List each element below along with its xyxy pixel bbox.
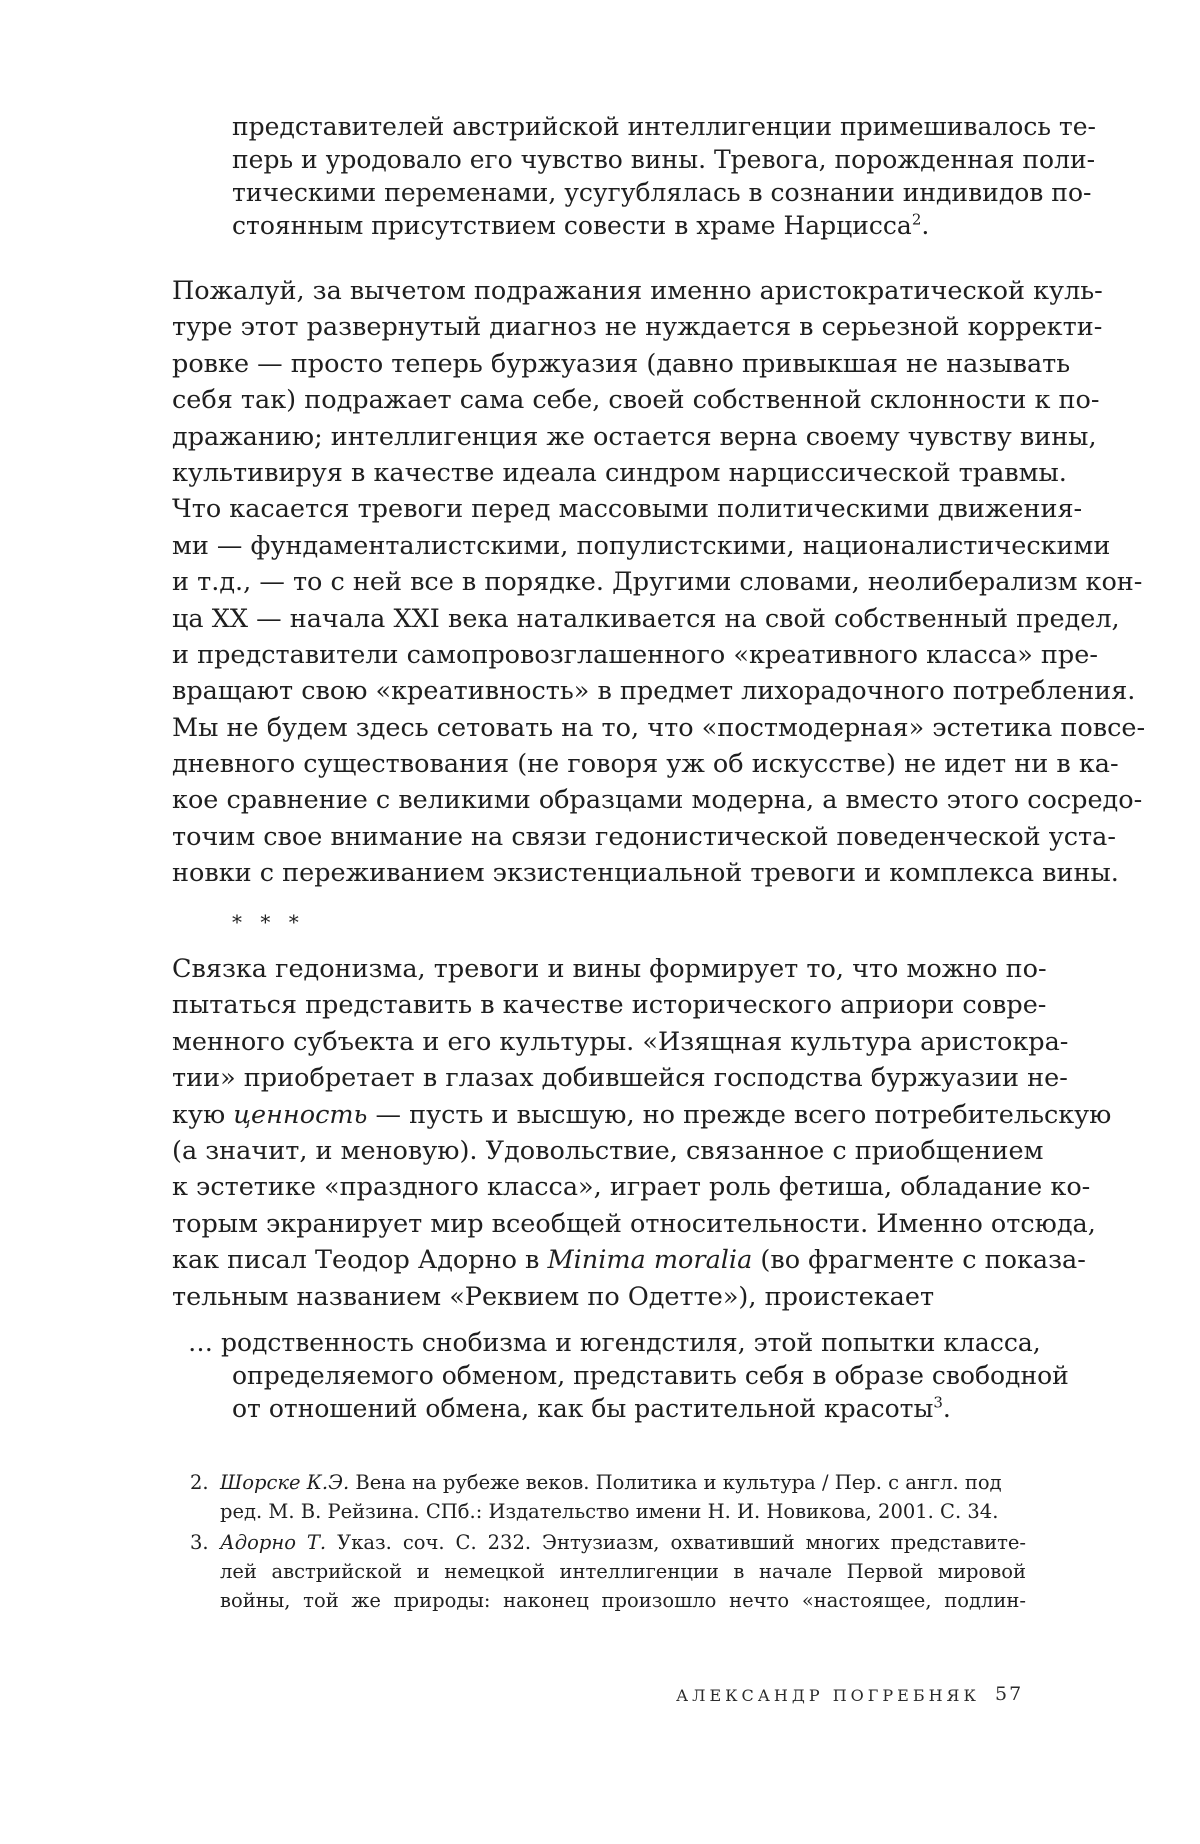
footnote-3 — [190, 1528, 1026, 1615]
quote-line: от отношений обмена, как бы растительной красоты$^3$. — [232, 1393, 951, 1423]
paragraph-line: кую ценность — пусть и высшую, но прежде всего потребительскую — [172, 1099, 1112, 1130]
footnote-line: 2. Шорске К.Э. Вена на рубеже веков. Политика и культура / Пер. с англ. под — [220, 1468, 1026, 1497]
quote-line: стоянным присутствием совести в храме Нарцисса$^2$. — [232, 210, 930, 240]
paragraph-line: к эстетике «праздного класса», играет роль фетиша, обладание ко- — [172, 1172, 1091, 1203]
paragraph-line: ца XX — начала XXI века наталкивается на свой собственный предел, — [172, 603, 1120, 634]
paragraph-line: туре этот развернутый диагноз не нуждается в серьезной корректи- — [172, 312, 1103, 343]
paragraph-line: менного субъекта и его культуры. «Изящная культура аристокра- — [172, 1026, 1069, 1057]
paragraph-line: Мы не будем здесь сетовать на то, что «постмодерная» эстетика повсе- — [172, 712, 1146, 743]
paragraph-line: дневного существования (не говоря уж об искусстве) не идет ни в ка- — [172, 749, 1119, 780]
quote-line: представителей австрийской интеллигенции примешивалось те- — [232, 112, 1096, 141]
paragraph-line: как писал Теодор Адорно в Minima moralia (во фрагменте с показа- — [172, 1245, 1086, 1276]
footnote-ref-2[interactable]: 2 — [911, 210, 922, 229]
paragraph-line: кое сравнение с великими образцами модерна, а вместо этого сосредо- — [172, 785, 1143, 816]
quote-line: определяемого обменом, представить себя в образе свободной — [232, 1361, 1069, 1390]
paragraph-line: ми — фундаменталистскими, популистскими, националистическими — [172, 530, 1111, 561]
footnote-line: лей австрийской и немецкой интеллигенции в начале Первой мировой — [220, 1560, 1026, 1583]
block-quote-top — [232, 110, 1096, 242]
paragraph-line: культивируя в качестве идеала синдром нарциссической травмы. — [172, 457, 1067, 488]
paragraph-line: Связка гедонизма, тревоги и вины формирует то, что можно по- — [172, 954, 1047, 984]
paragraph-line: пытаться представить в качестве исторического априори совре- — [172, 990, 1047, 1021]
paragraph-line: новки с переживанием экзистенциальной тревоги и комплекса вины. — [172, 858, 1119, 889]
paragraph-line: тии» приобретает в глазах добившейся господства буржуазии не- — [172, 1063, 1068, 1094]
quote-line: … родственность снобизма и югендстиля, этой попытки класса, — [188, 1328, 1041, 1357]
italic-emphasis: ценность — [233, 1099, 368, 1130]
footnote-line: войны, той же природы: наконец произошло нечто «настоящее, подлин- — [220, 1589, 1026, 1612]
paragraph-line: вращают свою «креативность» в предмет лихорадочного потребления. — [172, 676, 1136, 707]
paragraph-line: себя так) подражает сама себе, своей собственной склонности к по- — [172, 385, 1100, 416]
book-title: Minima moralia — [547, 1245, 753, 1276]
footnote-author: Шорске К.Э. — [220, 1471, 350, 1494]
section-separator: * * * — [232, 910, 305, 934]
footnote-number: 3. — [190, 1531, 209, 1554]
paragraph-line: (а значит, и меновую). Удовольствие, связанное с приобщением — [172, 1135, 1044, 1166]
paragraph-line: точим свое внимание на связи гедонистической поведенческой уста- — [172, 821, 1116, 852]
quote-line: тическими переменами, усугублялась в сознании индивидов по- — [232, 178, 1092, 207]
page-number: 57 — [995, 1683, 1024, 1705]
paragraph-line: и представители самопровозглашенного «креативного класса» пре- — [172, 639, 1098, 670]
footnote-line: ред. М. В. Рейзина. СПб.: Издательство имени Н. И. Новикова, 2001. С. 34. — [220, 1500, 999, 1523]
paragraph-line: торым экранирует мир всеобщей относительности. Именно отсюда, — [172, 1208, 1096, 1239]
running-footer-author: АЛЕКСАНДР ПОГРЕБНЯК — [676, 1686, 980, 1705]
footnote-line: 3. Адорно Т. Указ. соч. С. 232. Энтузиазм, охвативший многих представите- — [220, 1528, 1026, 1557]
paragraph-line: Что касается тревоги перед массовыми политическими движения- — [172, 494, 1083, 525]
paragraph-2 — [172, 951, 1112, 1315]
paragraph-line: и т.д., — то с ней все в порядке. Другими словами, неолиберализм кон- — [172, 567, 1143, 598]
paragraph-line: тельным названием «Реквием по Одетте»), проистекает — [172, 1281, 935, 1312]
quote-line: перь и уродовало его чувство вины. Тревога, порожденная поли- — [232, 145, 1096, 174]
footnote-ref-3[interactable]: 3 — [933, 1393, 943, 1412]
paragraph-line: Пожалуй, за вычетом подражания именно аристократической куль- — [172, 276, 1103, 306]
footnote-number: 2. — [190, 1471, 209, 1494]
paragraph-1 — [172, 273, 1146, 892]
footnote-2 — [190, 1468, 1026, 1526]
block-quote-bottom — [188, 1326, 1069, 1425]
paragraph-line: ровке — просто теперь буржуазия (давно привыкшая не называть — [172, 348, 1071, 379]
paragraph-line: дражанию; интеллигенция же остается верна своему чувству вины, — [172, 421, 1097, 452]
footnote-author: Адорно Т. — [220, 1531, 327, 1554]
